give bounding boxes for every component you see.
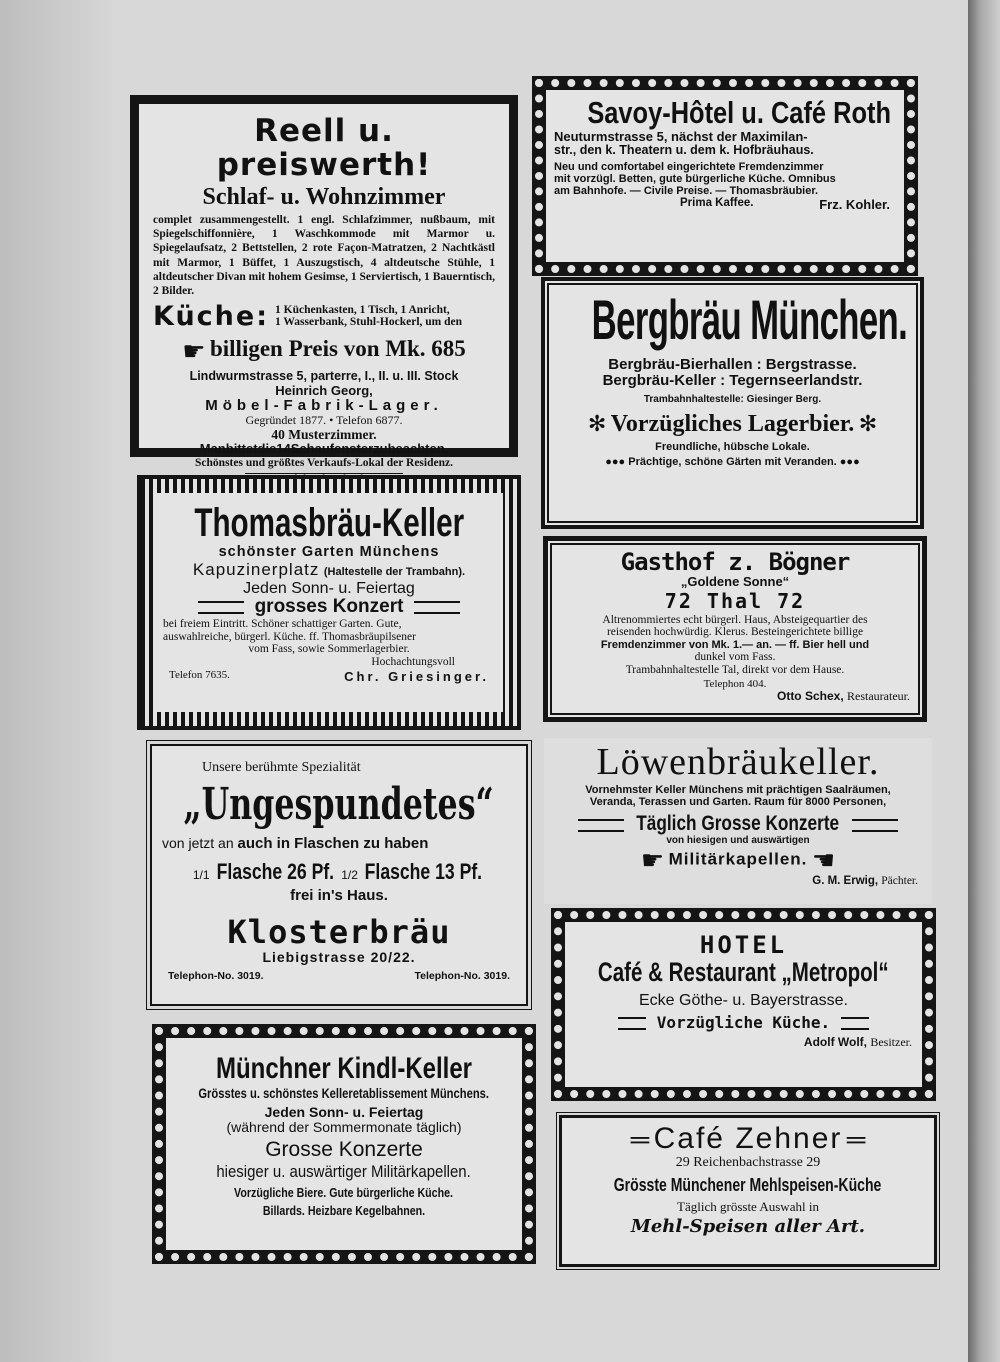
- ad-line-3: von hiesigen und auswärtigen: [666, 835, 810, 847]
- ad-line-6: Billards. Heizbare Kegelbahnen.: [262, 1202, 426, 1218]
- ad-hotel-label: HOTEL: [699, 931, 788, 959]
- beer-text: Vorzügliches Lagerbier.: [610, 410, 855, 437]
- ad-hotel-metropol: [551, 908, 936, 1101]
- ad-line-5: am Bahnhofe. — Civile Preise. — Thomasbräubier.: [554, 185, 819, 198]
- ad-line-3: Trambahnhaltestelle: Giesinger Berg.: [643, 393, 822, 405]
- ad-address: Ecke Göthe- u. Bayerstrasse.: [639, 992, 848, 1010]
- ad-thomasbraeu-keller: [137, 475, 521, 730]
- ad-address: 72 Thal 72: [664, 588, 806, 613]
- rule-ornament-icon: [852, 819, 898, 832]
- phone-number: Telefon 7635.: [169, 668, 230, 681]
- ad-reell-preiswerth: [130, 95, 518, 469]
- ad-title: Café Zehner: [653, 1122, 843, 1155]
- ad-line-4: dunkel vom Fass.: [694, 651, 776, 664]
- phone-right: Telephon-No. 3019.: [414, 969, 510, 982]
- price-text: billigen Preis von Mk. 685: [209, 335, 466, 361]
- owner-role: Besitzer.: [870, 1035, 912, 1050]
- ad-line-1: Grösstes u. schönstes Kelleretablissement Münchens.: [198, 1085, 490, 1101]
- price-1: Flasche 26 Pf.: [216, 859, 335, 885]
- ad-line-1: Grösste Münchener Mehlspeisen-Küche: [614, 1175, 882, 1196]
- ad-line-1: Bergbräu-Bierhallen : Bergstrasse.: [608, 355, 857, 373]
- savoy-footer: [554, 197, 896, 212]
- bands-line: [550, 846, 926, 875]
- ad-line-2: frei in's Haus.: [290, 887, 388, 905]
- ad-line-2: Kapuzinerplatz: [192, 559, 320, 579]
- ad-line-2: reisenden hochwürdig. Klerus. Besteingerichtete billige: [606, 626, 864, 639]
- ad-line-4: bei freiem Eintritt. Schöner schattiger Garten. Gute,: [163, 618, 402, 631]
- ad-title: Reell u. preiswerth!: [216, 113, 432, 184]
- price-2: Flasche 13 Pf.: [365, 859, 483, 885]
- kueche-items: [275, 304, 462, 328]
- kueche-line-1: 1 Küchenkasten, 1 Tisch, 1 Anricht,: [275, 304, 450, 317]
- book-gutter: [968, 0, 1000, 1362]
- ad-gasthof-boegner: [543, 536, 927, 722]
- ad-line-3: (während der Sommermonate täglich): [226, 1119, 462, 1136]
- ad-line-2b: (Haltestelle der Trambahn).: [323, 565, 466, 578]
- beer-line: [555, 411, 910, 437]
- flower-ornament-icon: ✻: [858, 410, 878, 436]
- kitchen-text: Vorzügliche Küche.: [656, 1012, 831, 1032]
- ad-title: „Ungespundetes“: [183, 779, 495, 831]
- ad-title: Savoy-Hôtel u. Café Roth: [587, 95, 891, 130]
- kueche-label: Küche:: [153, 300, 270, 332]
- rule-ornament-icon: [414, 601, 460, 614]
- ad-line-4: Freundliche, hübsche Lokale.: [655, 440, 810, 453]
- bands-text: Militärkapellen.: [668, 849, 808, 869]
- ad-line-6: Prima Kaffee.: [680, 197, 754, 210]
- ad-line-1: Neuturmstrasse 5, nächst der Maximilan-: [554, 129, 808, 145]
- ad-address: Liebigstrasse 20/22.: [262, 949, 416, 966]
- ad-line-5: Prächtige, schöne Gärten mit Veranden.: [628, 456, 837, 469]
- ad-brand: Klosterbräu: [227, 912, 451, 951]
- phone-number: Telephon 404.: [703, 678, 767, 691]
- ad-line-7: Hochachtungsvoll: [371, 656, 455, 669]
- phone-left: Telephon-No. 3019.: [168, 969, 264, 982]
- ad-intro: Unsere berühmte Spezialität: [202, 760, 361, 775]
- kueche-block: [153, 301, 495, 332]
- pointing-hand-icon: ☛: [182, 336, 206, 367]
- ad-line-4: hiesiger u. auswärtiger Militärkapellen.: [216, 1161, 472, 1181]
- ad-body: complet zusammengestellt. 1 engl. Schlafzimmer, nußbaum, mit Spiegelschiffonnière, 1 Waschkommode mit Marmor u. Spiegelaufsatz, 2 Bettstellen, 2 rote Façon-Matratzen, 2 Nachtkästl mit Marmor, 1 Büffet, 1 Auszugstisch, 4 altdeutsche Stühle, 1 altdeutscher Divan mit hohem Gesimse, 1 Serviertisch, 1 Bauerntisch, 2 Bilder.: [153, 213, 495, 298]
- ad-line-2: Bergbräu-Keller : Tegernseerlandstr.: [602, 372, 863, 390]
- price-fraction-2: 1/2: [341, 868, 358, 883]
- owner-name: Chr. Griesinger.: [344, 668, 489, 684]
- ad-line-1: Vornehmster Keller Münchens mit prächtigen Saalräumen,: [585, 783, 891, 796]
- ad-body: [560, 614, 910, 677]
- ad-line-5-wrap: [555, 456, 910, 468]
- kitchen-line: [575, 1014, 912, 1033]
- ad-title: Thomasbräu-Keller: [194, 501, 464, 545]
- concert-text: Täglich Grosse Konzerte: [636, 811, 840, 835]
- ad-line-2: str., den k. Theatern u. dem k. Hofbräuhaus.: [554, 143, 814, 158]
- ad-line-3: Jeden Sonn- u. Feiertag: [243, 579, 415, 597]
- ad-line-1: schönster Garten Münchens: [218, 544, 440, 560]
- ad-title: Gasthof z. Bögner: [620, 548, 850, 576]
- double-rule-icon: ═: [630, 1124, 650, 1154]
- ad-ungespundetes-klosterbraeu: [150, 744, 528, 1006]
- owner-role: Restaurateur.: [847, 689, 910, 704]
- shop-line: Schönstes und größtes Verkaufs-Lokal der Residenz.: [195, 456, 453, 469]
- pointing-hand-icon: ☚: [811, 845, 836, 876]
- owner-name: Otto Schex,: [776, 689, 844, 704]
- ad-savoy-hotel: [532, 76, 918, 276]
- ad-line-4: mit vorzügl. Betten, gute bürgerliche Küche. Omnibus: [554, 173, 836, 186]
- ad-subtitle: Schlaf- u. Wohnzimmer: [202, 184, 446, 211]
- ad-line-1a: von jetzt an: [162, 834, 234, 851]
- thomasbraeu-footer: [163, 669, 495, 684]
- owner-line: Heinrich Georg,: [275, 382, 373, 398]
- owner-line: [550, 875, 926, 888]
- owner-name: G. M. Erwig,: [812, 874, 879, 887]
- ad-line-2: Veranda, Terassen und Garten. Raum für 8000 Personen,: [589, 795, 887, 808]
- ad-title: Café & Restaurant „Metropol“: [598, 957, 889, 988]
- ad-line-2: Jeden Sonn- u. Feiertag: [264, 1104, 424, 1120]
- ad-line-6: vom Fass, sowie Sommerlagerbier.: [248, 643, 410, 656]
- ad-line-3: Fremdenzimmer von Mk. 1.— an. — ff. Bier hell und: [600, 638, 870, 651]
- ad-line-1: [162, 836, 516, 853]
- owner-role: Pächter.: [881, 874, 918, 887]
- ad-loewenbraeukeller: [544, 738, 932, 904]
- dots-icon: ●●●: [605, 456, 626, 469]
- firm-line: Möbel-Fabrik-Lager.: [205, 396, 443, 414]
- owner-name: Adolf Wolf,: [803, 1035, 867, 1050]
- ad-line-3: Neu und comfortabel eingerichtete Fremdenzimmer: [554, 161, 824, 174]
- address-line: Lindwurmstrasse 5, parterre, I., II. u. III. Stock: [189, 368, 459, 383]
- ad-line-1: Altrenommiertes echt bürgerl. Haus, Absteigequartier des: [602, 613, 868, 626]
- ad-line-3: Mehl-Speisen aller Art.: [630, 1215, 866, 1237]
- ad-title: Löwenbräukeller.: [596, 741, 880, 783]
- concert-text: grosses Konzert: [254, 596, 404, 618]
- ad-bergbraeu: [541, 277, 924, 529]
- owner-line: [560, 690, 910, 703]
- rule-ornament-icon: [578, 819, 624, 832]
- double-rule-icon: ═: [846, 1124, 866, 1154]
- concert-line: [550, 812, 926, 835]
- ad-title: Bergbräu München.: [591, 288, 908, 351]
- ad-body: [163, 618, 495, 669]
- price-fraction-1: 1/1: [192, 868, 210, 883]
- dots-icon: ●●●: [839, 456, 860, 469]
- ungespundet-footer: [162, 970, 516, 982]
- flower-ornament-icon: ✻: [587, 410, 607, 436]
- models-line: 40 Musterzimmer.: [271, 426, 377, 442]
- ad-line-1b: auch in Flaschen zu haben: [237, 834, 429, 852]
- ad-cafe-zehner: [559, 1115, 937, 1267]
- windows-line: Manbittetdie14Schaufensterzubeachten.: [199, 441, 449, 457]
- pointing-hand-icon: ☛: [640, 845, 665, 876]
- ad-address: 29 Reichenbachstrasse 29: [675, 1155, 821, 1170]
- page-margin-shadow: [0, 0, 112, 1362]
- ad-muenchner-kindl-keller: [152, 1024, 536, 1264]
- price-line: [153, 336, 495, 366]
- ad-line-5: Trambahnhaltestelle Tal, direkt vor dem Hause.: [625, 663, 845, 676]
- rule-ornament-icon: [618, 1017, 646, 1030]
- rule-ornament-icon: [198, 601, 244, 614]
- price-line: [162, 860, 516, 884]
- ad-body: [554, 130, 896, 197]
- ad-line-5: auswahlreiche, bürgerl. Küche. ff. Thomasbräupilsener: [163, 630, 416, 643]
- owner-line: [575, 1036, 912, 1049]
- ad-concert: Grosse Konzerte: [265, 1137, 423, 1161]
- rule-ornament-icon: [841, 1017, 869, 1030]
- owner-name: Frz. Kohler.: [819, 197, 890, 213]
- ad-title: Münchner Kindl-Keller: [215, 1052, 473, 1085]
- concert-line: [163, 597, 495, 618]
- founded-line: Gegründet 1877. • Telefon 6877.: [245, 413, 403, 428]
- ad-line-2-wrap: [163, 561, 495, 580]
- ad-line-5: Vorzügliche Biere. Gute bürgerliche Küche.: [234, 1184, 454, 1200]
- ad-line-2: Täglich grösste Auswahl in: [677, 1199, 819, 1215]
- ad-subtitle: „Goldene Sonne“: [680, 574, 790, 590]
- kueche-line-2: 1 Wasserbank, Stuhl-Hockerl, um den: [275, 316, 463, 329]
- title-line: [572, 1122, 924, 1155]
